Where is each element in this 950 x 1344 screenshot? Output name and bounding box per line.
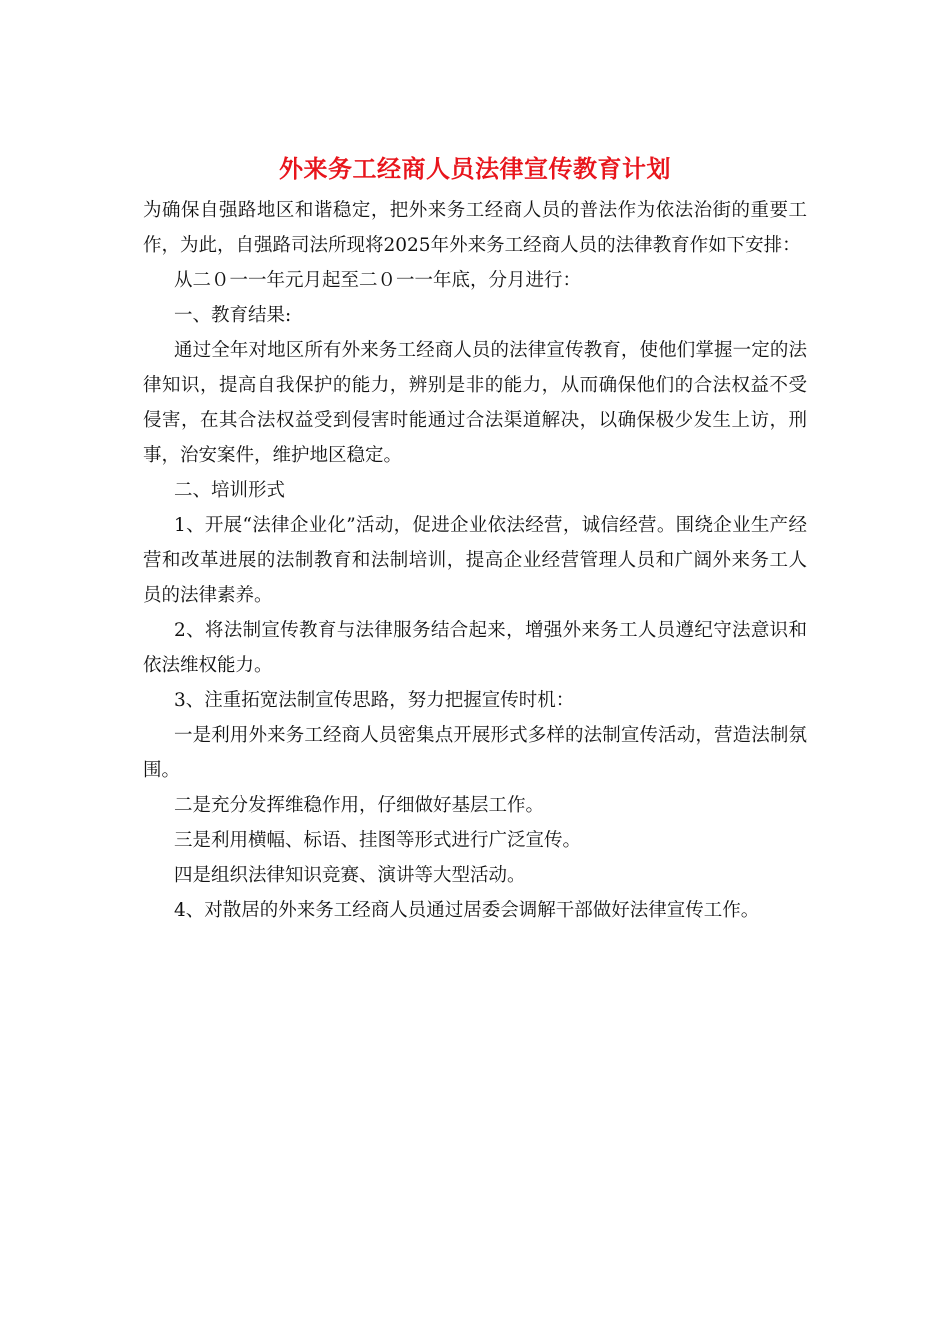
paragraph-sub-2: 二是充分发挥维稳作用，仔细做好基层工作。 — [174, 795, 545, 816]
paragraph-item-4: 4、对散居的外来务工经商人员通过居委会调解干部做好法律宣传工作。 — [174, 900, 760, 921]
document-title: 外来务工经商人员法律宣传教育计划 — [279, 154, 671, 183]
document-body — [143, 193, 807, 928]
paragraph-item-1: 1、开展“法律企业化”活动，促进企业依法经营，诚信经营。围绕企业生产经营和改革进展的法制教育和法制培训，提高企业经营管理人员和广阔外来务工人员的法律素养。 — [143, 515, 807, 606]
heading-education-results: 一、教育结果: — [174, 305, 292, 326]
paragraph-education-results: 通过全年对地区所有外来务工经商人员的法律宣传教育，使他们掌握一定的法律知识，提高自我保护的能力，辨别是非的能力，从而确保他们的合法权益不受侵害，在其合法权益受到侵害时能通过合法渠道解决，以确保极少发生上访，刑事，治安案件，维护地区稳定。 — [143, 340, 807, 466]
paragraph-intro: 为确保自强路地区和谐稳定，把外来务工经商人员的普法作为依法治街的重要工作，为此，自强路司法所现将2025年外来务工经商人员的法律教育作如下安排： — [143, 200, 807, 256]
paragraph-sub-4: 四是组织法律知识竞赛、演讲等大型活动。 — [174, 865, 526, 886]
paragraph-item-3: 3、注重拓宽法制宣传思路，努力把握宣传时机： — [174, 690, 575, 711]
paragraph-item-2: 2、将法制宣传教育与法律服务结合起来，增强外来务工人员遵纪守法意识和依法维权能力。 — [143, 620, 807, 676]
heading-training-forms: 二、培训形式 — [174, 480, 286, 501]
paragraph-sub-3: 三是利用横幅、标语、挂图等形式进行广泛宣传。 — [174, 830, 582, 851]
paragraph-schedule: 从二０一一年元月起至二０一一年底，分月进行： — [174, 270, 582, 291]
paragraph-sub-1: 一是利用外来务工经商人员密集点开展形式多样的法制宣传活动，营造法制氛围。 — [143, 725, 807, 781]
